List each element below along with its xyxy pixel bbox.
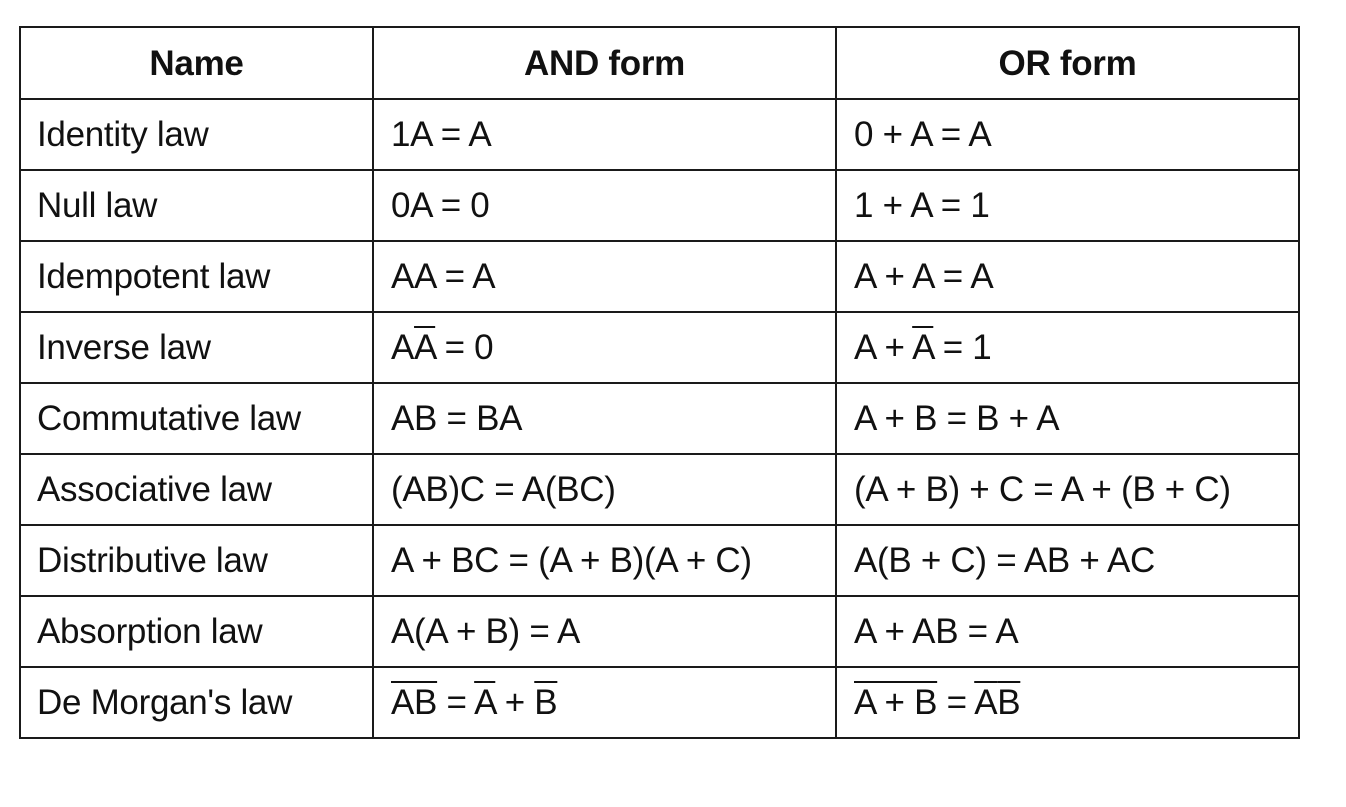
table-body — [20, 99, 1299, 738]
and-form-cell — [373, 312, 836, 383]
law-name-cell: Inverse law — [20, 312, 373, 383]
and-form-cell — [373, 596, 836, 667]
expression-term: A + A = A — [854, 257, 994, 296]
expression-term: = 0 — [435, 328, 494, 367]
or-form-cell — [836, 383, 1299, 454]
table-row — [20, 383, 1299, 454]
expression-term: 0 + A = A — [854, 115, 992, 154]
expression-term: A + B = B + A — [854, 399, 1060, 438]
table-row — [20, 241, 1299, 312]
expression-term: 0A = 0 — [391, 186, 490, 225]
table-row — [20, 99, 1299, 170]
table-header — [20, 27, 1299, 99]
law-name-cell: Identity law — [20, 99, 373, 170]
and-form-cell — [373, 454, 836, 525]
or-form-cell — [836, 525, 1299, 596]
table-row — [20, 667, 1299, 738]
expression-term: AA = A — [391, 257, 496, 296]
or-form-cell — [836, 170, 1299, 241]
law-name-cell: Null law — [20, 170, 373, 241]
or-form-cell — [836, 454, 1299, 525]
table-row — [20, 170, 1299, 241]
or-form-cell — [836, 312, 1299, 383]
expression-term: AB = BA — [391, 399, 523, 438]
expression-term: = — [937, 683, 975, 722]
law-name-cell: Absorption law — [20, 596, 373, 667]
or-form-cell — [836, 99, 1299, 170]
and-form-cell — [373, 241, 836, 312]
header-row — [20, 27, 1299, 99]
complement-term: $\overline{B}$ — [534, 683, 558, 722]
boolean-laws-table — [19, 26, 1300, 739]
law-name-cell: De Morgan's law — [20, 667, 373, 738]
expression-term: A(A + B) = A — [391, 612, 581, 651]
expression-term: = 1 — [933, 328, 992, 367]
and-form-cell — [373, 383, 836, 454]
complement-term: $\overline{B}$ — [997, 683, 1021, 722]
and-form-cell — [373, 99, 836, 170]
law-name-cell: Associative law — [20, 454, 373, 525]
complement-term: $\overline{A}$ — [912, 328, 934, 367]
law-name-cell: Distributive law — [20, 525, 373, 596]
complement-term: A + B — [854, 683, 938, 722]
column-header-and-form: AND form — [373, 27, 836, 99]
table-row — [20, 596, 1299, 667]
complement-term: $\overline{A}$ — [414, 328, 436, 367]
or-form-cell — [836, 241, 1299, 312]
table-row — [20, 525, 1299, 596]
expression-term: A — [391, 328, 415, 367]
law-name-cell: Idempotent law — [20, 241, 373, 312]
expression-term: (A + B) + C = A + (B + C) — [854, 470, 1231, 509]
expression-term: A(B + C) = AB + AC — [854, 541, 1155, 580]
complement-term: $\overline{AB}$ — [391, 683, 438, 722]
and-form-cell — [373, 525, 836, 596]
boolean-laws-page — [19, 26, 1300, 739]
or-form-cell — [836, 596, 1299, 667]
complement-term: $\overline{A}$ — [974, 683, 998, 722]
column-header-or-form: OR form — [836, 27, 1299, 99]
and-form-cell — [373, 170, 836, 241]
column-header-name: Name — [20, 27, 373, 99]
expression-term: = — [437, 683, 475, 722]
table-row — [20, 454, 1299, 525]
expression-term: A + AB = A — [854, 612, 1019, 651]
complement-term: $\overline{A}$ — [474, 683, 496, 722]
expression-term: A + — [854, 328, 913, 367]
law-name-cell: Commutative law — [20, 383, 373, 454]
expression-term: 1A = A — [391, 115, 492, 154]
expression-term: 1 + A = 1 — [854, 186, 990, 225]
table-row — [20, 312, 1299, 383]
expression-term: (AB)C = A(BC) — [391, 470, 616, 509]
or-form-cell — [836, 667, 1299, 738]
expression-term: A + BC = (A + B)(A + C) — [391, 541, 752, 580]
and-form-cell — [373, 667, 836, 738]
expression-term: + — [495, 683, 535, 722]
